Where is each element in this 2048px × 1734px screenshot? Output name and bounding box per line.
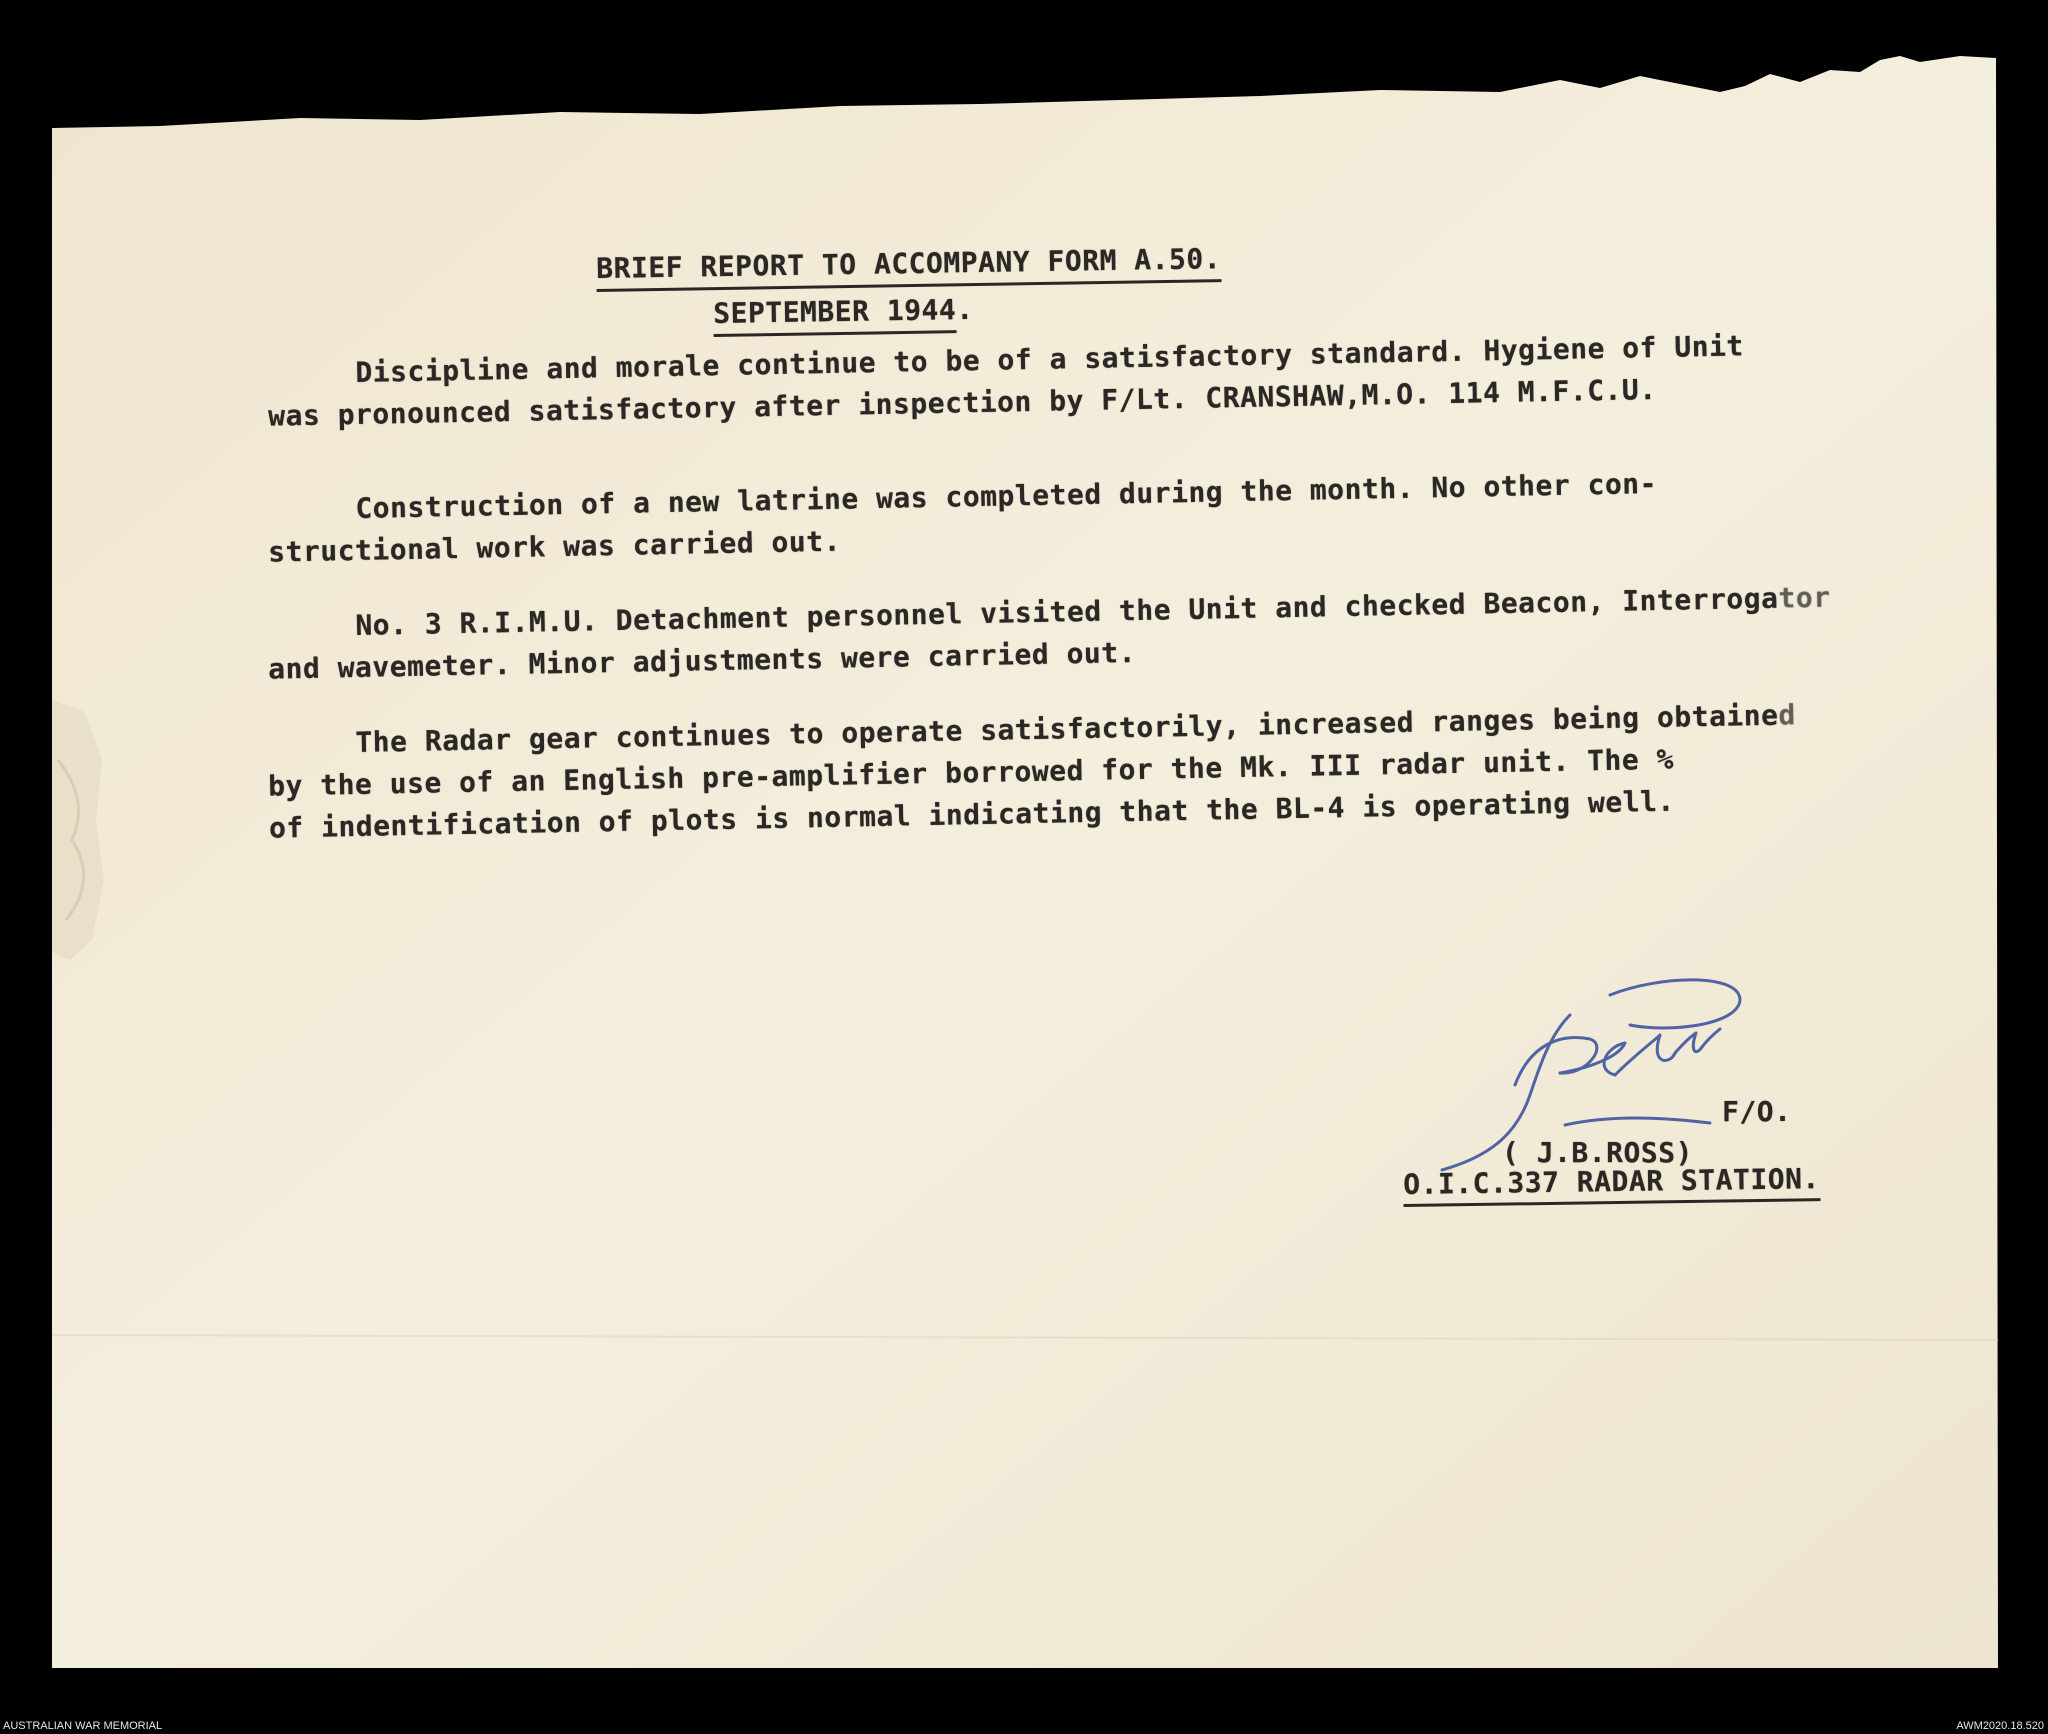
paragraph-line: No. 3 R.I.M.U. Detachment personnel visited the Unit and checked Beacon, Interroga — [355, 581, 1779, 642]
signatory-name: ( J.B.ROSS) — [1502, 1136, 1693, 1169]
paragraph-radar-gear — [267, 694, 1798, 848]
paragraph-line: by the use of an English pre-amplifier borrowed for the Mk. III radar unit. The % — [267, 742, 1675, 803]
document-subtitle — [713, 293, 974, 330]
paragraph-line: of indentification of plots is normal indicating that the BL-4 is operating well. — [268, 784, 1676, 845]
paragraph-line: structional work was carried out. — [267, 524, 842, 569]
paragraph-line: and wavemeter. Minor adjustments were carried out. — [267, 636, 1137, 686]
signatory-rank: F/O. — [1722, 1095, 1792, 1128]
paragraph-line: Discipline and morale continue to be of a satisfactory standard. Hygiene of Unit — [355, 329, 1745, 389]
signatory-station: O.I.C.337 RADAR STATION. — [1403, 1162, 1820, 1207]
paragraph-construction — [267, 463, 1658, 572]
paragraph-discipline — [267, 325, 1745, 436]
paragraph-line-faded: tor — [1778, 580, 1831, 615]
paragraph-line: The Radar gear continues to operate satisfactorily, increased ranges being obtaine — [355, 698, 1779, 759]
paragraph-line: Construction of a new latrine was completed during the month. No other con- — [355, 467, 1658, 525]
paragraph-line: was pronounced satisfactory after inspection by F/Lt. CRANSHAW,M.O. 114 M.F.C.U. — [267, 373, 1657, 433]
archive-credit: AUSTRALIAN WAR MEMORIAL — [3, 1720, 163, 1732]
paragraph-line-faded: d — [1778, 698, 1797, 732]
document-date: SEPTEMBER 1944 — [713, 293, 957, 337]
document-title: BRIEF REPORT TO ACCOMPANY FORM A.50. — [596, 242, 1221, 292]
accession-number: AWM2020.18.520 — [1956, 1720, 2044, 1732]
document-date-period: . — [955, 292, 974, 327]
paragraph-rimu-visit — [267, 577, 1832, 689]
